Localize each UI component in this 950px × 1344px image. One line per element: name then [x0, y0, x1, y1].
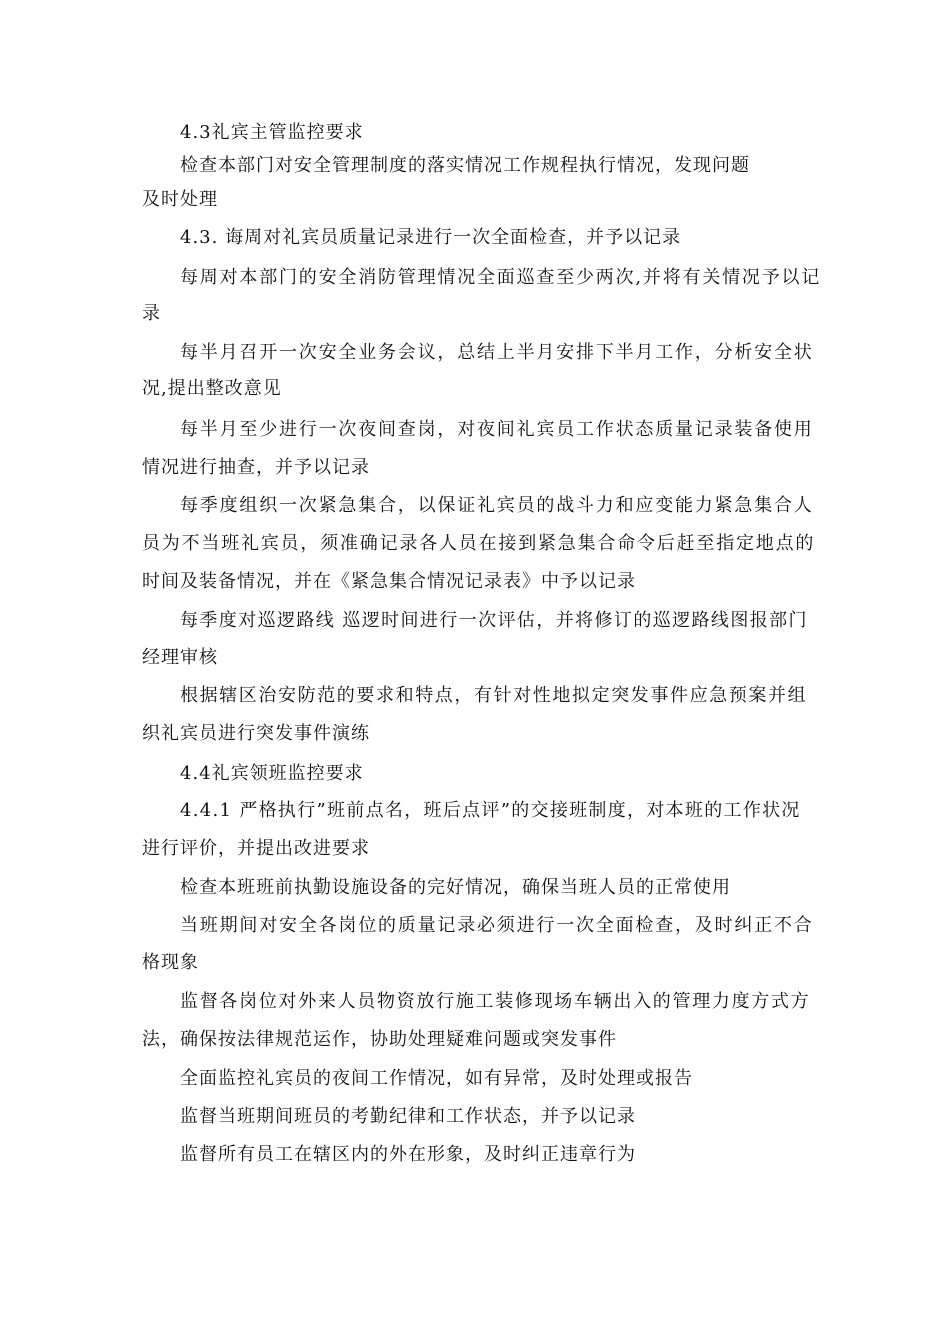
- paragraph-line: 织礼宾员进行突发事件演练: [142, 723, 370, 744]
- paragraph-line: 录: [142, 303, 161, 324]
- paragraph-line: 4.4.1 严格执行”班前点名，班后点评”的交接班制度，对本班的工作状况: [180, 800, 801, 821]
- paragraph-line: 每半月召开一次安全业务会议，总结上半月安排下半月工作，分析安全状: [180, 342, 814, 363]
- paragraph-line: 当班期间对安全各岗位的质量记录必须进行一次全面检查，及时纠正不合: [180, 915, 814, 936]
- paragraph-line: 检查本班班前执勤设施设备的完好情况，确保当班人员的正常使用: [180, 877, 731, 898]
- paragraph-line: 每周对本部门的安全消防管理情况全面巡查至少两次,并将有关情况予以记: [180, 267, 822, 288]
- paragraph-line: 根据辖区治安防范的要求和特点，有针对性地拟定突发事件应急预案并组: [180, 685, 808, 706]
- paragraph-line: 时间及装备情况，并在《紧急集合情况记录表》中予以记录: [142, 571, 636, 592]
- section-heading-4-4: 4.4礼宾领班监控要求: [180, 763, 364, 784]
- paragraph-line: 进行评价，并提出改进要求: [142, 838, 370, 859]
- paragraph-line: 4.3. 诲周对礼宾员质量记录进行一次全面检查，并予以记录: [180, 227, 682, 248]
- paragraph-line: 员为不当班礼宾员，须准确记录各人员在接到紧急集合命令后赶至指定地点的: [142, 533, 816, 554]
- paragraph-line: 法，确保按法律规范运作，协助处理疑难问题或突发事件: [142, 1029, 617, 1050]
- paragraph-line: 全面监控礼宾员的夜间工作情况，如有异常，及时处理或报告: [180, 1068, 693, 1089]
- paragraph-line: 经理审核: [142, 647, 218, 668]
- paragraph-line: 况,提出整改意见: [142, 378, 282, 399]
- paragraph-line: 格现象: [142, 952, 199, 973]
- paragraph-line: 及时处理: [142, 189, 218, 210]
- paragraph-line: 每季度组织一次紧急集合，以保证礼宾员的战斗力和应变能力紧急集合人: [180, 495, 814, 516]
- paragraph-line: 每半月至少进行一次夜间查岗，对夜间礼宾员工作状态质量记录装备使用: [180, 419, 814, 440]
- section-heading-4-3: 4.3礼宾主管监控要求: [180, 122, 364, 143]
- paragraph-line: 检查本部门对安全管理制度的落实情况工作规程执行情况，发现问题: [180, 155, 750, 176]
- paragraph-line: 监督当班期间班员的考勤纪律和工作状态，并予以记录: [180, 1106, 636, 1127]
- paragraph-line: 监督各岗位对外来人员物资放行施工装修现场车辆出入的管理力度方式方: [180, 991, 811, 1012]
- paragraph-line: 监督所有员工在辖区内的外在形象，及时纠正违章行为: [180, 1144, 636, 1165]
- paragraph-line: 情况进行抽查，并予以记录: [142, 457, 370, 478]
- paragraph-line: 每季度对巡逻路线 巡逻时间进行一次评估，并将修订的巡逻路线图报部门: [180, 610, 808, 631]
